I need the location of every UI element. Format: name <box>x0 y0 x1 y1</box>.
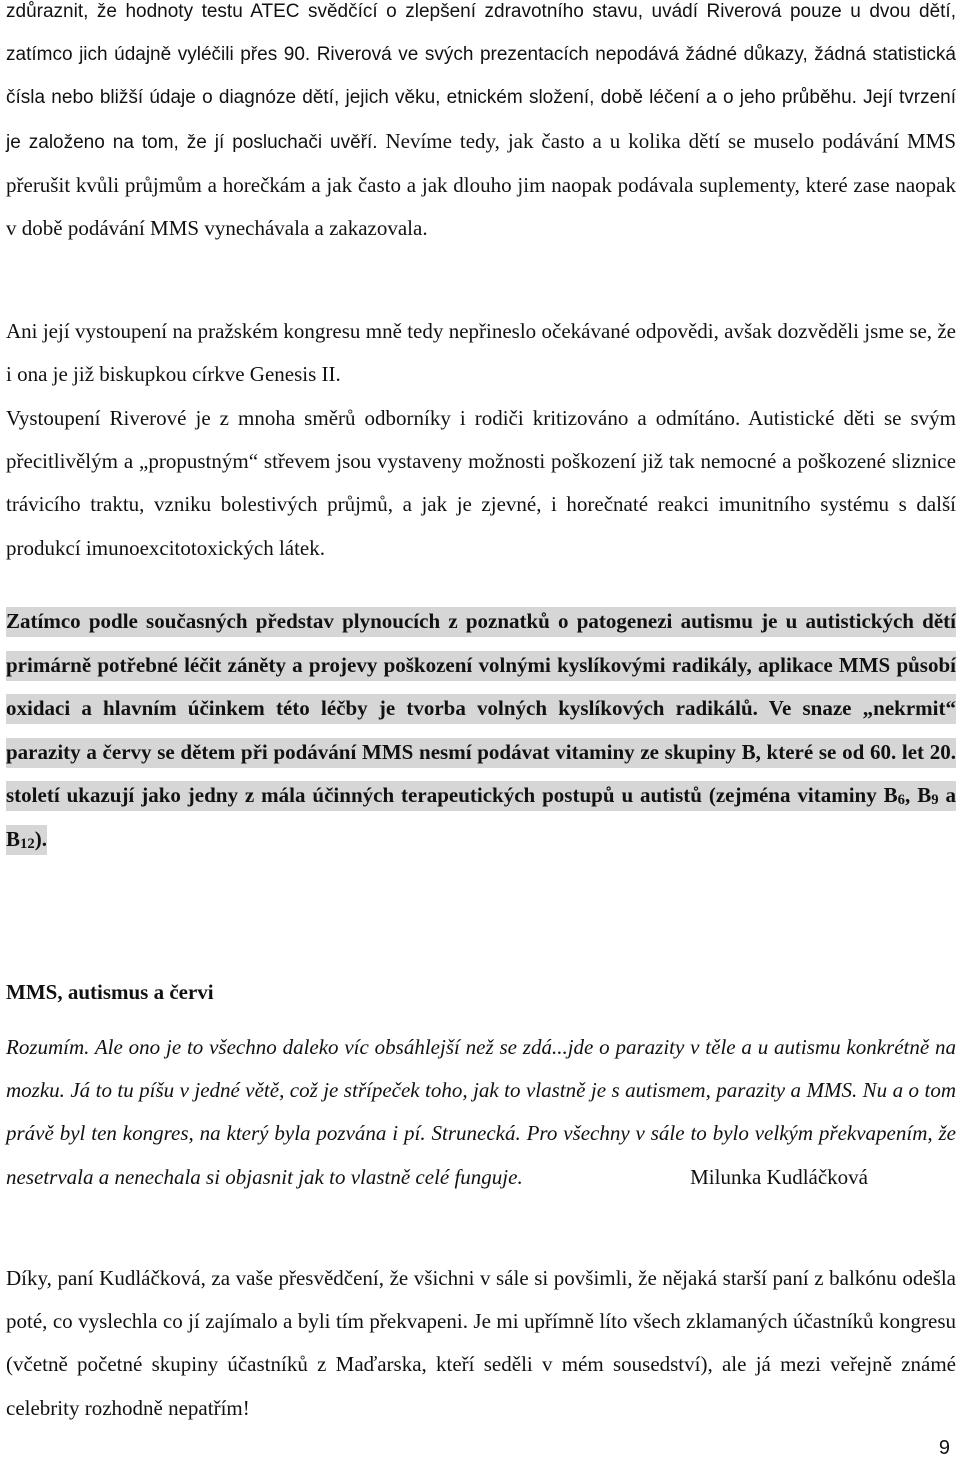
subscript-9: 9 <box>931 792 939 809</box>
paragraph-prague-congress: Ani její vystoupení na pražském kongresu mně tedy nepřineslo očekávané odpovědi, avšak dozvěděli jsme se, že i ona je již biskupkou církve Genesis II. <box>6 319 956 387</box>
signature: Milunka Kudláčková <box>690 1164 868 1189</box>
paragraph-quoted-reader <box>6 1026 956 1199</box>
paragraph-riverova-evidence-sans-text: zdůraznit, že hodnoty testu ATEC svědčící o zlepšení zdravotního stavu, uvádí Riverová pouze u dvou dětí, zatímco jich údajně vyléčili přes 90. Riverová ve svých prezentacích nepodává žádné důkazy, žádná statistická čísla nebo bližší údaje o diagnóze dětí, jejich věku, etnickém složení, době léčení a o jeho průběhu. Její tvrzení je založeno na tom, že jí posluchači uvěří. <box>6 1 956 153</box>
paragraph-criticism: Vystoupení Riverové je z mnoha směrů odborníky i rodiči kritizováno a odmítáno. Autistické děti se svým přecitlivělým a „propustným“ střevem jsou vystaveny možnosti poškození již tak nemocné a poškozené sliznice trávicího traktu, vzniku bolestivých průjmů, a jak je zjevné, i horečnaté reakci imunitního systému s další produkcí imunoexcitotoxických látek. <box>6 406 956 560</box>
subscript-6: 6 <box>897 792 906 809</box>
highlighted-text-comma-b: , B <box>905 783 932 807</box>
paragraph-riverova-evidence <box>6 0 956 250</box>
section-heading: MMS, autismus a červi <box>6 980 214 1004</box>
highlighted-text-and-b: a B <box>6 783 956 851</box>
quoted-reader-text: Rozumím. Ale ono je to všechno daleko víc obsáhlejší než se zdá...jde o parazity v těle a u autismu konkrétně na mozku. Já to tu píšu v jedné větě, což je střípeček toho, jak to vlastně je s autismem, parazity a MMS. Nu a o tom právě byl ten kongres, na který byla pozvána i pí. Strunecká. Pro všechny v sále to bylo velkým překvapením, že nesetrvala a nenechala si objasnit jak to vlastně celé funguje. <box>6 1035 956 1189</box>
paragraph-riverova-evidence-serif-text: Nevíme tedy, jak často a u kolika dětí se muselo podávání MMS přerušit kvůli průjmům a horečkám a jak často a jak dlouho jim naopak podávala suplementy, které zase naopak v době podávání MMS vynechávala a zakazovala. <box>6 128 956 241</box>
highlighted-text <box>6 607 956 855</box>
paragraph-highlighted-pathogenesis <box>6 600 956 861</box>
page-number: 9 <box>938 1437 950 1459</box>
highlighted-text-end: ). <box>34 826 47 851</box>
paragraph-response: Díky, paní Kudláčková, za vaše přesvědčení, že všichni v sále si povšimli, že nějaká starší paní z balkónu odešla poté, co vyslechla co jí zajímalo a byli tím překvapeni. Je mi upřímně líto všech zklamaných účastníků kongresu (včetně početné skupiny účastníků z Maďarska, kteří seděli v mém sousedství), ale já mezi veřejně známé celebrity rozhodně nepatřím! <box>6 1266 956 1420</box>
highlighted-text-main: Zatímco podle současných představ plynoucích z poznatků o patogenezi autismu je u autistických dětí primárně potřebné léčit záněty a projevy poškození volnými kyslíkovými radikály, aplikace MMS působí oxidaci a hlavním účinkem této léčby je tvorba volných kyslíkových radikálů. Ve snaze „nekrmit“ parazity a červy se dětem při podávání MMS nesmí podávat vitaminy ze skupiny B, které se od 60. let 20. století ukazují jako jedny z mála účinných terapeutických postupů u autistů (zejména vitaminy B <box>6 609 956 807</box>
subscript-12: 12 <box>20 835 35 852</box>
